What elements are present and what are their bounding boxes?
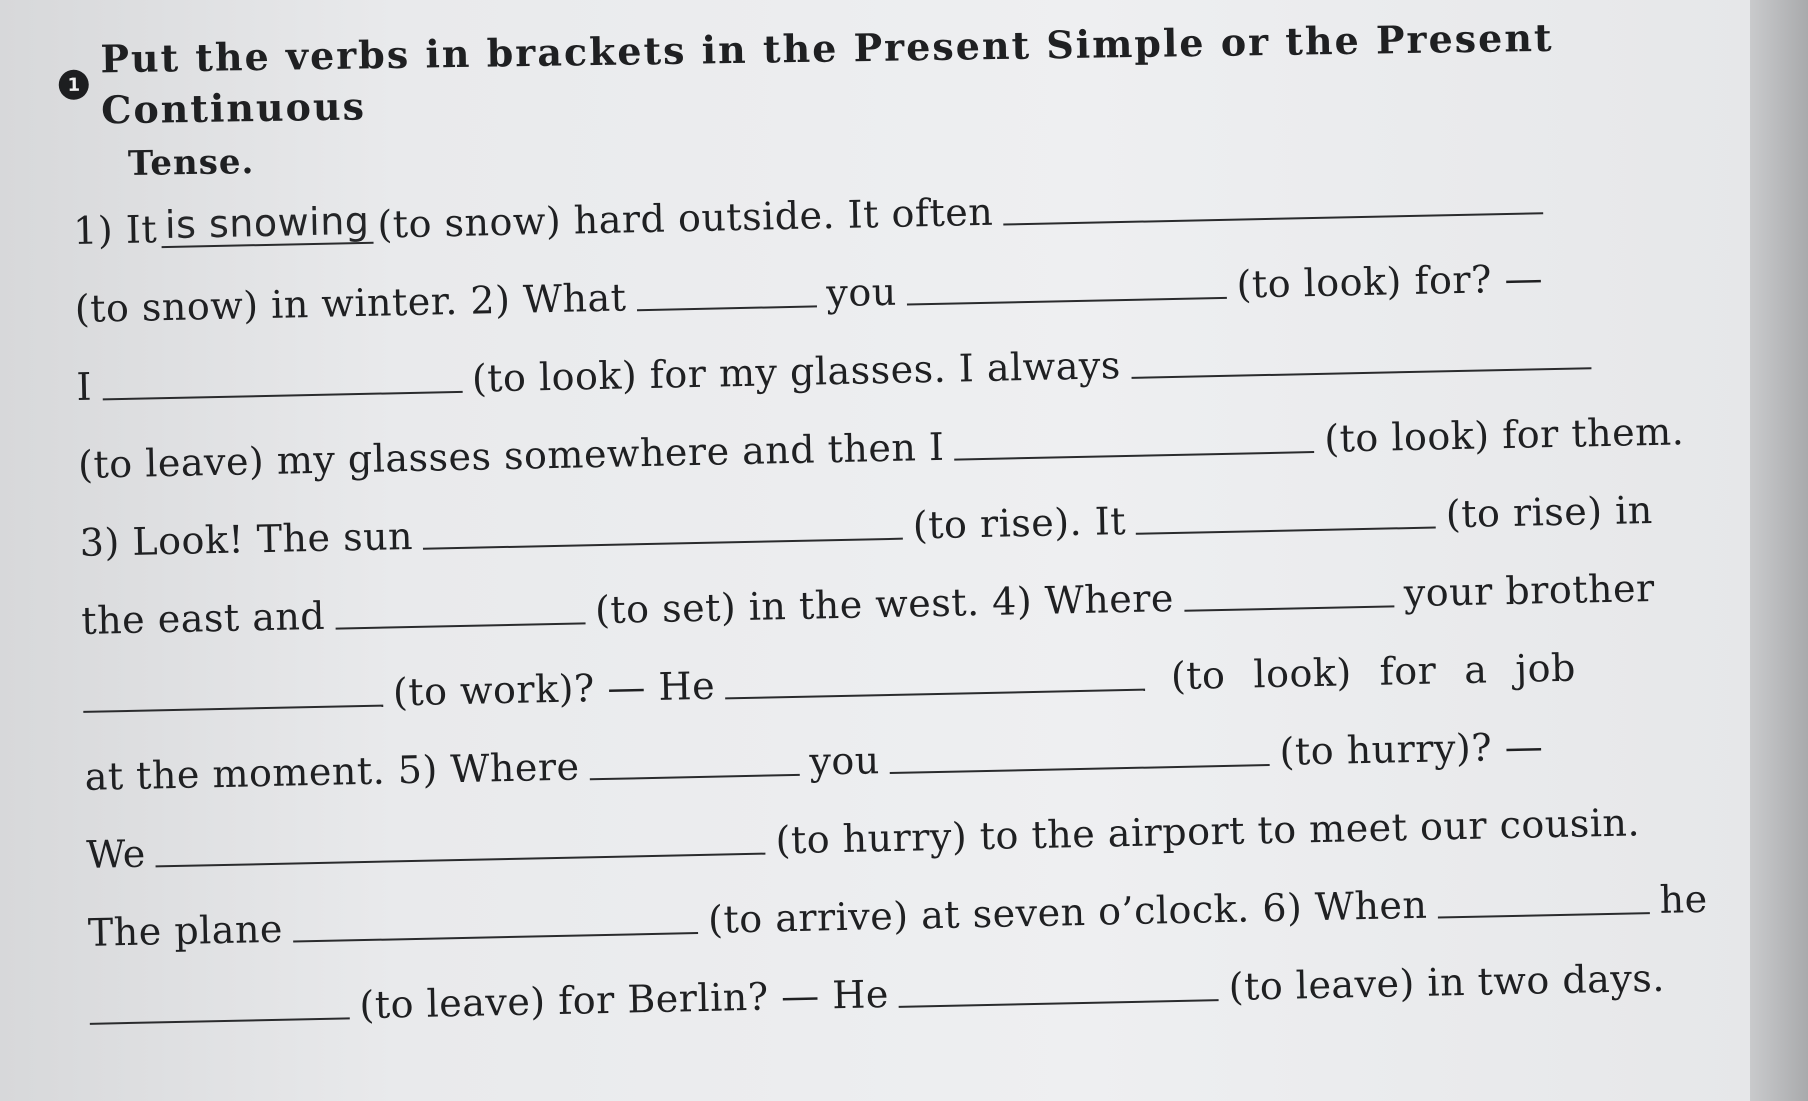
answer-blank[interactable] [335, 621, 585, 629]
line-6-end: your brother [1403, 565, 1656, 616]
answer-blank[interactable] [899, 998, 1219, 1008]
line-1-start: 1) It [72, 207, 158, 253]
line-9-start: We [85, 831, 147, 877]
instruction-line-1: Put the verbs in brackets in the Present Simple or the Present Continuous [100, 14, 1554, 133]
line-7-word-job: job [1514, 645, 1577, 691]
line-7-word-a: a [1463, 647, 1488, 692]
line-8-end: (to hurry)? — [1279, 724, 1544, 774]
header-first-line [58, 10, 1679, 137]
line-10-middle: (to arrive) at seven o’clock. 6) When [707, 882, 1428, 942]
line-11-end: (to leave) in two days. [1228, 955, 1666, 1009]
instruction-line-2: Tense. [127, 141, 255, 184]
line-3-start: I [76, 364, 93, 409]
line-5-start: 3) Look! The sun [79, 513, 414, 565]
page-shadow-edge [1750, 0, 1808, 1101]
answer-blank[interactable] [1136, 526, 1436, 535]
line-8-start: at the moment. 5) Where [84, 744, 580, 799]
line-3-end: (to look) for my glasses. I always [471, 343, 1122, 401]
answer-blank[interactable] [637, 304, 817, 311]
answer-blank[interactable] [590, 773, 800, 780]
answer-blank[interactable] [1438, 911, 1650, 918]
line-5-end: (to rise) in [1445, 487, 1654, 537]
line-2-end: (to look) for? — [1236, 256, 1544, 307]
line-11-middle: (to leave) for Berlin? — He [359, 972, 890, 1028]
exercise-text [72, 138, 1710, 1030]
answer-blank[interactable] [1184, 604, 1394, 611]
line-8-middle: you [808, 738, 881, 784]
line-7-word-look: look) [1252, 650, 1353, 697]
filled-answer-1[interactable]: is snowing [161, 202, 374, 248]
line-2-start: (to snow) in winter. 2) What [74, 275, 627, 331]
line-1-end: (to snow) hard outside. It often [377, 189, 994, 247]
line-6-middle: (to set) in the west. 4) Where [594, 576, 1175, 633]
line-7-word-for: for [1379, 648, 1437, 694]
line-7-word-to: (to [1170, 652, 1226, 699]
line-2-middle: you [825, 269, 898, 316]
line-9-end: (to hurry) to the airport to meet our cousin. [775, 800, 1641, 863]
answer-blank[interactable] [90, 1016, 350, 1024]
exercise-number-badge: 1 [59, 70, 89, 100]
line-5-middle: (to rise). It [912, 499, 1127, 548]
answer-blank[interactable] [83, 704, 383, 713]
line-6-start: the east and [80, 593, 326, 643]
line-10-start: The plane [87, 906, 284, 955]
line-10-end: he [1659, 876, 1709, 922]
line-7-middle: (to work)? — He [392, 663, 716, 715]
line-4-start: (to leave) my glasses somewhere and then I [77, 424, 945, 487]
line-4-end: (to look) for them. [1323, 409, 1685, 461]
